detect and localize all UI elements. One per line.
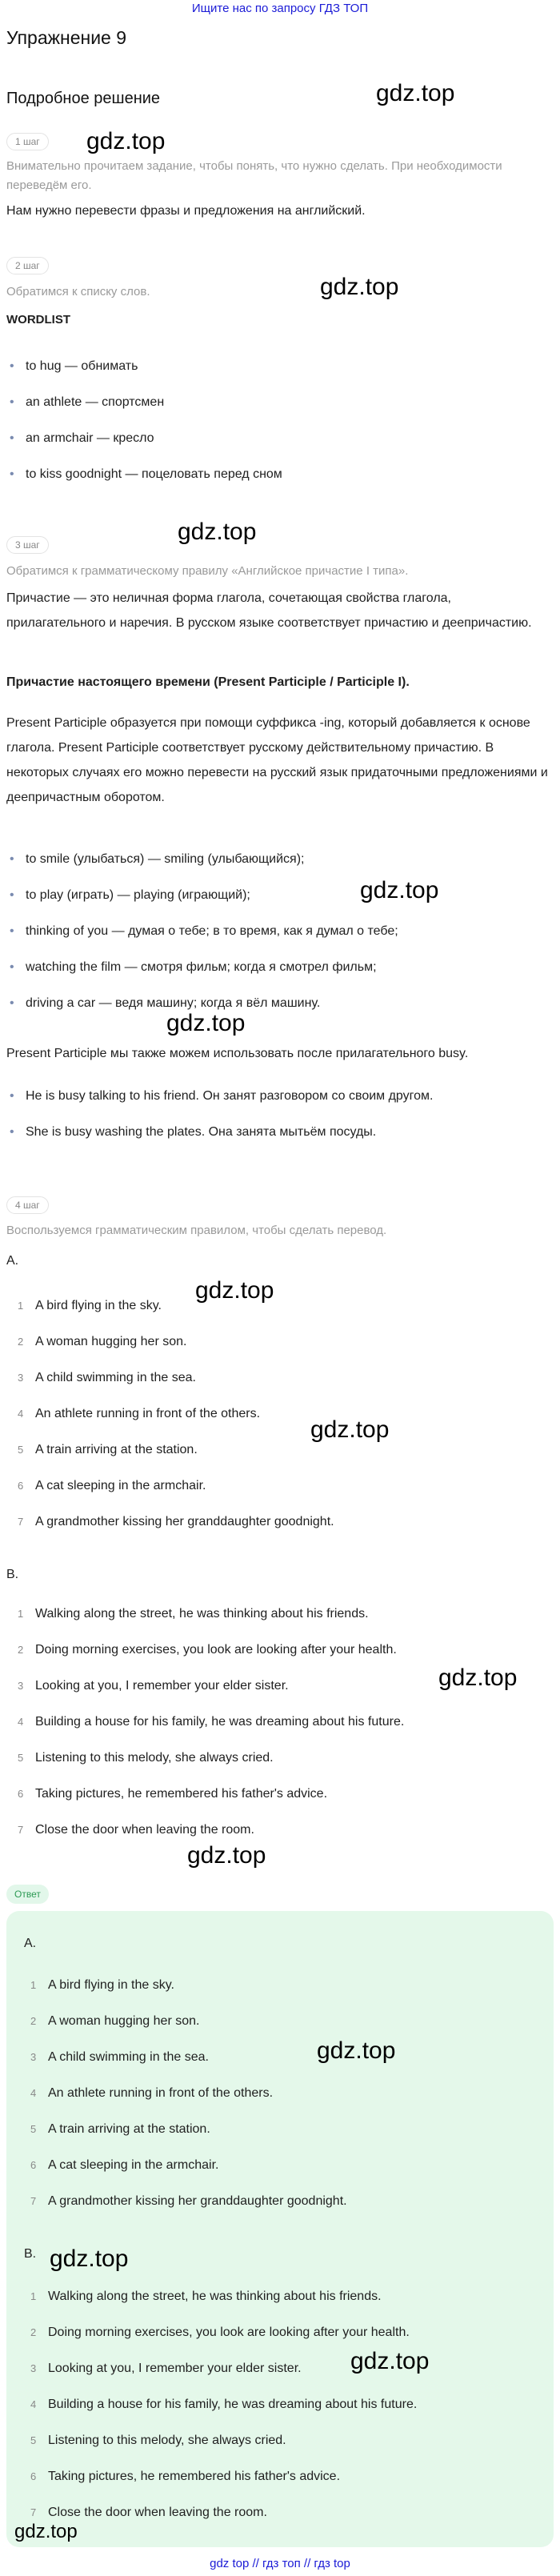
item-number: 3	[18, 1680, 24, 1692]
watermark: gdz.top	[86, 128, 166, 154]
watermark: gdz.top	[376, 80, 455, 106]
wordlist-item: • to hug — обнимать	[26, 358, 138, 375]
item-number: 5	[30, 2123, 37, 2135]
item-text: Close the door when leaving the room.	[48, 2506, 267, 2519]
step-2-hint: Обратимся к списку слов.	[6, 285, 150, 298]
item-text: Building a house for his family, he was dreaming about his future.	[35, 1715, 405, 1729]
item-text: A child swimming in the sea.	[35, 1371, 196, 1384]
item-text: Looking at you, I remember your elder sister.	[35, 1679, 289, 1693]
item-number: 4	[18, 1408, 24, 1420]
answer-badge: Ответ	[6, 1885, 49, 1904]
part-a-label: A.	[6, 1254, 19, 1268]
item-text: Doing morning exercises, you look are looking after your health.	[48, 2326, 410, 2339]
participle-example: • to smile (улыбаться) — smiling (улыбающийся);	[26, 851, 305, 868]
step-2-badge: 2 шаг	[6, 257, 49, 274]
item-text: A bird flying in the sky.	[48, 1978, 174, 1992]
item-number: 1	[30, 2290, 37, 2302]
step-3-hint: Обратимся к грамматическому правилу «Английское причастие I типа».	[6, 564, 409, 578]
participle-definition: Причастие — это неличная форма глагола, сочетающая свойства глагола, прилагательного и наречия. В русском языке соответствует причастию и деепричастию.	[6, 591, 532, 630]
watermark: gdz.top	[438, 1665, 518, 1691]
item-number: 7	[30, 2506, 37, 2518]
item-text: Listening to this melody, she always cried.	[35, 1751, 274, 1765]
answer-part-a-label: A.	[24, 1937, 37, 1950]
step-1-text: Нам нужно перевести фразы и предложения на английский.	[6, 204, 366, 218]
item-text: An athlete running in front of the others.	[35, 1407, 261, 1420]
watermark: gdz.top	[178, 519, 257, 545]
item-number: 1	[18, 1300, 24, 1312]
item-number: 3	[30, 2362, 37, 2374]
item-text: A child swimming in the sea.	[48, 2050, 209, 2064]
watermark: gdz.top	[50, 2245, 129, 2272]
watermark: gdz.top	[317, 2037, 396, 2064]
part-b-label: B.	[6, 1568, 19, 1581]
item-number: 1	[30, 1979, 37, 1991]
watermark: gdz.top	[350, 2348, 430, 2374]
answer-box	[6, 1911, 554, 2547]
item-number: 5	[30, 2434, 37, 2446]
busy-example: • He is busy talking to his friend. Он занят разговором со своим другом.	[26, 1088, 433, 1105]
item-text: Walking along the street, he was thinking about his friends.	[35, 1607, 369, 1621]
item-number: 7	[18, 1824, 24, 1836]
step-4-badge: 4 шаг	[6, 1196, 49, 1214]
busy-example: • She is busy washing the plates. Она занята мытьём посуды.	[26, 1124, 376, 1141]
item-number: 1	[18, 1608, 24, 1620]
answer-part-b-label: B.	[24, 2247, 37, 2261]
participle-example: • watching the film — смотря фильм; когда я смотрел фильм;	[26, 959, 377, 976]
participle-example: • to play (играть) — playing (играющий);	[26, 887, 250, 904]
step-1-badge: 1 шаг	[6, 133, 49, 150]
participle-example: • thinking of you — думая о тебе; в то время, как я думал о тебе;	[26, 923, 398, 940]
wordlist-item: • an armchair — кресло	[26, 430, 154, 447]
item-number: 4	[30, 2087, 37, 2099]
item-number: 5	[18, 1752, 24, 1764]
item-text: Listening to this melody, she always cried.	[48, 2434, 286, 2447]
item-number: 6	[18, 1480, 24, 1492]
item-text: A woman hugging her son.	[35, 1335, 187, 1348]
item-number: 6	[18, 1788, 24, 1800]
wordlist-title: WORDLIST	[6, 313, 70, 327]
item-number: 6	[30, 2470, 37, 2482]
item-text: A grandmother kissing her granddaughter goodnight.	[35, 1515, 334, 1528]
present-participle-heading: Причастие настоящего времени (Present Participle / Participle I).	[6, 675, 410, 689]
busy-rule: Present Participle мы также можем использовать после прилагательного busy.	[6, 1047, 469, 1060]
item-text: Taking pictures, he remembered his father's advice.	[48, 2470, 341, 2483]
wordlist-item: • an athlete — спортсмен	[26, 394, 164, 411]
watermark: gdz.top	[166, 1010, 246, 1036]
step-4-hint: Воспользуемся грамматическим правилом, чтобы сделать перевод.	[6, 1224, 387, 1237]
item-number: 4	[30, 2398, 37, 2410]
wordlist-item: • to kiss goodnight — поцеловать перед сном	[26, 466, 282, 483]
item-number: 2	[30, 2326, 37, 2338]
item-number: 7	[18, 1516, 24, 1528]
item-text: A bird flying in the sky.	[35, 1299, 162, 1312]
item-text: Close the door when leaving the room.	[35, 1823, 254, 1837]
item-text: Looking at you, I remember your elder sister.	[48, 2362, 302, 2375]
item-text: A train arriving at the station.	[48, 2122, 210, 2136]
item-text: A cat sleeping in the armchair.	[48, 2158, 219, 2172]
item-number: 3	[30, 2051, 37, 2063]
footer-links[interactable]: gdz top // гдз топ // гдз top	[210, 2557, 350, 2570]
item-text: Walking along the street, he was thinking about his friends.	[48, 2290, 382, 2303]
watermark: gdz.top	[360, 877, 439, 903]
step-1-hint: Внимательно прочитаем задание, чтобы понять, что нужно сделать. При необходимости переведём его.	[6, 159, 502, 192]
step-3-badge: 3 шаг	[6, 536, 49, 554]
watermark: gdz.top	[187, 1842, 266, 1869]
watermark: gdz.top	[320, 274, 399, 300]
item-number: 6	[30, 2159, 37, 2171]
item-text: An athlete running in front of the others.	[48, 2086, 274, 2100]
item-text: A cat sleeping in the armchair.	[35, 1479, 206, 1492]
item-number: 2	[18, 1336, 24, 1348]
item-number: 2	[18, 1644, 24, 1656]
item-text: A woman hugging her son.	[48, 2014, 200, 2028]
item-text: Building a house for his family, he was dreaming about his future.	[48, 2398, 418, 2411]
item-text: Taking pictures, he remembered his father's advice.	[35, 1787, 328, 1801]
present-participle-rule: Present Participle образуется при помощи суффикса -ing, который добавляется к основе глагола. Present Participle соответствует русскому действительному причастию. В некоторых случаях его можно перевести на русский язык придаточными предложениями и деепричастным оборотом.	[6, 716, 548, 804]
item-text: Doing morning exercises, you look are looking after your health.	[35, 1643, 397, 1657]
item-number: 2	[30, 2015, 37, 2027]
watermark: gdz.top	[195, 1277, 274, 1304]
participle-example: • driving a car — ведя машину; когда я вёл машину.	[26, 995, 320, 1012]
item-number: 4	[18, 1716, 24, 1728]
item-number: 5	[18, 1444, 24, 1456]
item-text: A train arriving at the station.	[35, 1443, 198, 1456]
item-text: A grandmother kissing her granddaughter goodnight.	[48, 2194, 347, 2208]
watermark: gdz.top	[14, 2521, 78, 2542]
item-number: 7	[30, 2195, 37, 2207]
solution-title: Подробное решение	[6, 90, 161, 107]
item-number: 3	[18, 1372, 24, 1384]
watermark: gdz.top	[310, 1416, 390, 1443]
top-banner[interactable]: Ищите нас по запросу ГДЗ ТОП	[191, 2, 369, 15]
exercise-title: Упражнение 9	[6, 27, 127, 48]
